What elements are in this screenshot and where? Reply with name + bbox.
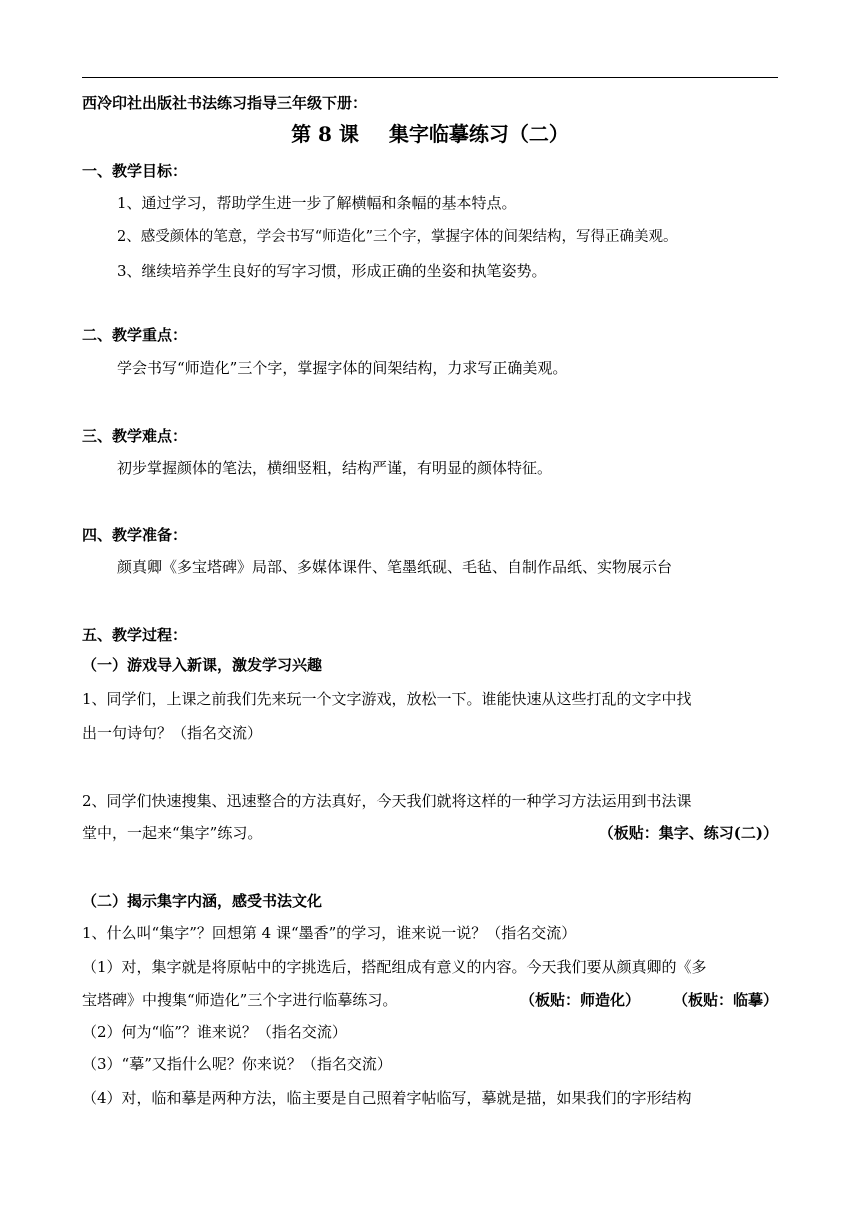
- publisher-header: 西冷印社出版社书法练习指导三年级下册：: [82, 94, 368, 112]
- lesson-name: 集字临摹练习（二）: [388, 122, 569, 146]
- key-points-text: 学会书写“师造化”三个字，掌握字体的间架结构，力求写正确美观。: [117, 359, 568, 377]
- paragraph-line: 2、同学们快速搜集、迅速整合的方法真好，今天我们就将这样的一种学习方法运用到书法课: [82, 792, 692, 810]
- header-rule: [82, 77, 778, 78]
- paragraph-line: （4）对，临和摹是两种方法，临主要是自己照着字帖临写，摹就是描，如果我们的字形结构: [82, 1089, 692, 1107]
- preparation-heading: 四、教学准备：: [82, 526, 188, 544]
- board-note: （板贴：师造化）: [520, 991, 641, 1009]
- difficulties-text: 初步掌握颜体的笔法，横细竖粗，结构严谨，有明显的颜体特征。: [117, 459, 553, 477]
- paragraph-line: （2）何为“临”？谁来说？（指名交流）: [82, 1023, 347, 1041]
- part2-heading: （二）揭示集字内涵，感受书法文化: [82, 892, 323, 910]
- paragraph-line: （3）“摹”又指什么呢？你来说？（指名交流）: [82, 1055, 392, 1073]
- board-note: （板贴：临摹）: [672, 991, 778, 1009]
- goal-item: 1、通过学习，帮助学生进一步了解横幅和条幅的基本特点。: [117, 194, 517, 212]
- part1-heading: （一）游戏导入新课，激发学习兴趣: [82, 656, 323, 674]
- process-heading: 五、教学过程：: [82, 626, 188, 644]
- paragraph-line: 1、什么叫“集字”？回想第 4 课“墨香”的学习，谁来说一说？（指名交流）: [82, 924, 577, 942]
- goals-heading: 一、教学目标：: [82, 162, 188, 180]
- difficulties-heading: 三、教学难点：: [82, 427, 188, 445]
- goal-item: 2、感受颜体的笔意，学会书写“师造化”三个字，掌握字体的间架结构，写得正确美观。: [117, 229, 678, 245]
- paragraph-line: 宝塔碑》中搜集“师造化”三个字进行临摹练习。: [82, 991, 398, 1009]
- paragraph-line: 1、同学们，上课之前我们先来玩一个文字游戏，放松一下。谁能快速从这些打乱的文字中找: [82, 690, 692, 708]
- paragraph-line: （1）对，集字就是将原帖中的字挑选后，搭配组成有意义的内容。今天我们要从颜真卿的《多: [82, 958, 707, 976]
- lesson-title: [0, 121, 860, 147]
- paragraph-line: 出一句诗句？（指名交流）: [82, 724, 263, 742]
- board-note: （板贴：集字、练习(二)）: [598, 824, 778, 842]
- preparation-text: 颜真卿《多宝塔碑》局部、多媒体课件、笔墨纸砚、毛毡、自制作品纸、实物展示台: [117, 558, 673, 576]
- key-points-heading: 二、教学重点：: [82, 326, 188, 344]
- paragraph-line: 堂中，一起来“集字”练习。: [82, 824, 263, 842]
- lesson-number: 第 8 课: [291, 122, 359, 146]
- goal-item: 3、继续培养学生良好的写字习惯，形成正确的坐姿和执笔姿势。: [117, 262, 547, 280]
